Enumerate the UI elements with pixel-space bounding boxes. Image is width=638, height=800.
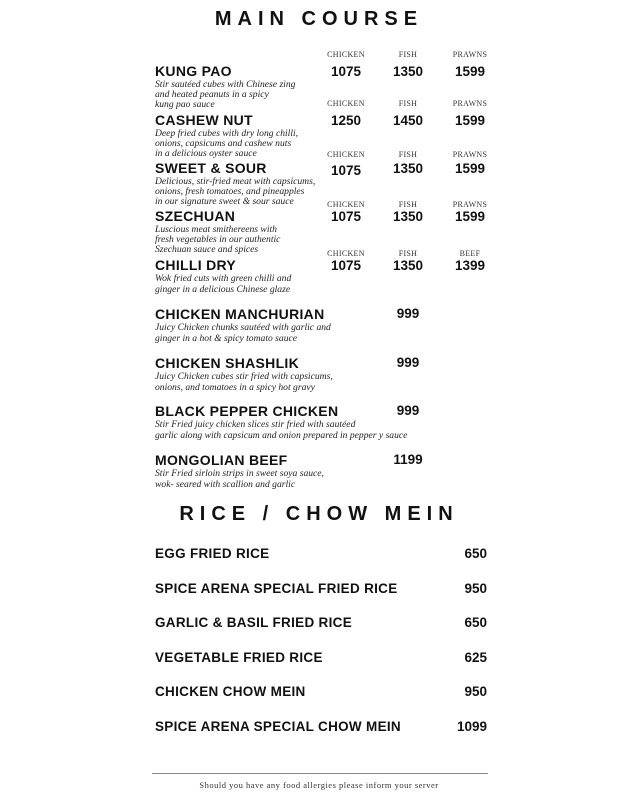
price-fish: 1350	[392, 64, 424, 79]
column-label-chicken: CHICKEN	[327, 150, 365, 159]
column-label-prawns: PRAWNS	[452, 99, 488, 108]
dish-description: onions, capsicums and cashew nuts	[155, 138, 292, 149]
main-course-title: MAIN COURSE	[214, 8, 424, 30]
dish-description: garlic along with capsicum and onion prepared in pepper y sauce	[155, 430, 408, 441]
dish-description: Delicious, stir-fried meat with capsicums,	[155, 176, 316, 187]
dish-price: 999	[396, 403, 420, 418]
price-fish: 1350	[392, 161, 424, 176]
dish-description: wok- seared with scallion and garlic	[155, 479, 296, 490]
rice-section-title: RICE / CHOW MEIN	[179, 503, 459, 525]
dish-description: Luscious meat smithereens with	[155, 224, 277, 235]
dish-description: ginger in a delicious Chinese glaze	[155, 284, 291, 295]
price-fish: 1350	[392, 258, 424, 273]
dish-description: Juicy Chicken chunks sautéed with garlic and	[155, 322, 331, 333]
column-label-prawns: PRAWNS	[452, 150, 488, 159]
dish-name: MONGOLIAN BEEF	[155, 452, 288, 468]
dish-name: CHILLI DRY	[155, 257, 237, 273]
rice-item-name: CHICKEN CHOW MEIN	[155, 684, 306, 699]
price-beef: 1399	[454, 258, 486, 273]
dish-description: onions, and tomatoes in a spicy hot gravy	[155, 382, 315, 393]
dish-price: 1199	[393, 452, 423, 467]
dish-name: CASHEW NUT	[155, 112, 253, 128]
allergy-note: Should you have any food allergies please inform your server	[199, 780, 439, 790]
dish-description: Wok fried cuts with green chilli and	[155, 273, 292, 284]
dish-price: 999	[396, 306, 420, 321]
column-label-chicken: CHICKEN	[327, 249, 365, 258]
column-label-fish: FISH	[398, 150, 418, 159]
rice-item-price: 950	[464, 581, 487, 596]
dish-description: onions, fresh tomatoes, and pineapples	[155, 186, 305, 197]
price-prawns: 1599	[454, 209, 486, 224]
dish-description: in a delicious oyster sauce	[155, 148, 257, 159]
price-chicken: 1250	[330, 113, 362, 128]
column-label-prawns: PRAWNS	[452, 200, 488, 209]
dish-description: fresh vegetables in our authentic	[155, 234, 281, 245]
dish-description: Deep fried cubes with dry long chilli,	[155, 128, 299, 139]
dish-description: Juicy Chicken cubes stir fried with capsicums,	[155, 371, 333, 382]
price-prawns: 1599	[454, 113, 486, 128]
dish-description: Szechuan sauce and spices	[155, 244, 259, 255]
dish-description: Stir Fried sirloin strips in sweet soya sauce,	[155, 468, 324, 479]
dish-description: in our signature sweet & sour sauce	[155, 196, 294, 207]
price-fish: 1450	[392, 113, 424, 128]
column-label-fish: FISH	[398, 99, 418, 108]
column-label-chicken: CHICKEN	[327, 200, 365, 209]
rice-item-price: 1099	[456, 719, 487, 734]
price-chicken: 1075	[330, 64, 362, 79]
rice-item-name: GARLIC & BASIL FRIED RICE	[155, 615, 353, 630]
dish-description: kung pao sauce	[155, 99, 215, 110]
price-chicken: 1075	[330, 163, 362, 178]
dish-description: and heated peanuts in a spicy	[155, 89, 269, 100]
footer-divider	[152, 773, 488, 774]
price-prawns: 1599	[454, 161, 486, 176]
dish-price: 999	[396, 355, 420, 370]
dish-name: BLACK PEPPER CHICKEN	[155, 403, 339, 419]
column-label-fish: FISH	[398, 200, 418, 209]
dish-description: ginger in a hot & spicy tomato sauce	[155, 333, 298, 344]
dish-description: Stir Fried juicy chicken slices stir fried with sautéed	[155, 419, 356, 430]
column-label-chicken: CHICKEN	[327, 99, 365, 108]
dish-name: CHICKEN SHASHLIK	[155, 355, 300, 371]
rice-item-price: 625	[464, 650, 487, 665]
dish-name: SWEET & SOUR	[155, 160, 267, 176]
rice-item-price: 950	[464, 684, 487, 699]
column-label-fish: FISH	[398, 50, 418, 59]
dish-name: KUNG PAO	[155, 63, 232, 79]
rice-item-name: SPICE ARENA SPECIAL CHOW MEIN	[155, 719, 401, 734]
column-label-beef: BEEF	[459, 249, 481, 258]
rice-item-name: VEGETABLE FRIED RICE	[155, 650, 323, 665]
rice-item-name: SPICE ARENA SPECIAL FRIED RICE	[155, 581, 398, 596]
rice-item-price: 650	[464, 546, 487, 561]
price-chicken: 1075	[330, 209, 362, 224]
rice-item-name: EGG FRIED RICE	[155, 546, 270, 561]
price-fish: 1350	[392, 209, 424, 224]
column-label-fish: FISH	[398, 249, 418, 258]
price-chicken: 1075	[330, 258, 362, 273]
column-label-chicken: CHICKEN	[327, 50, 365, 59]
dish-name: CHICKEN MANCHURIAN	[155, 306, 325, 322]
price-prawns: 1599	[454, 64, 486, 79]
rice-item-price: 650	[464, 615, 487, 630]
dish-name: SZECHUAN	[155, 208, 236, 224]
dish-description: Stir sautéed cubes with Chinese zing	[155, 79, 296, 90]
column-label-prawns: PRAWNS	[452, 50, 488, 59]
